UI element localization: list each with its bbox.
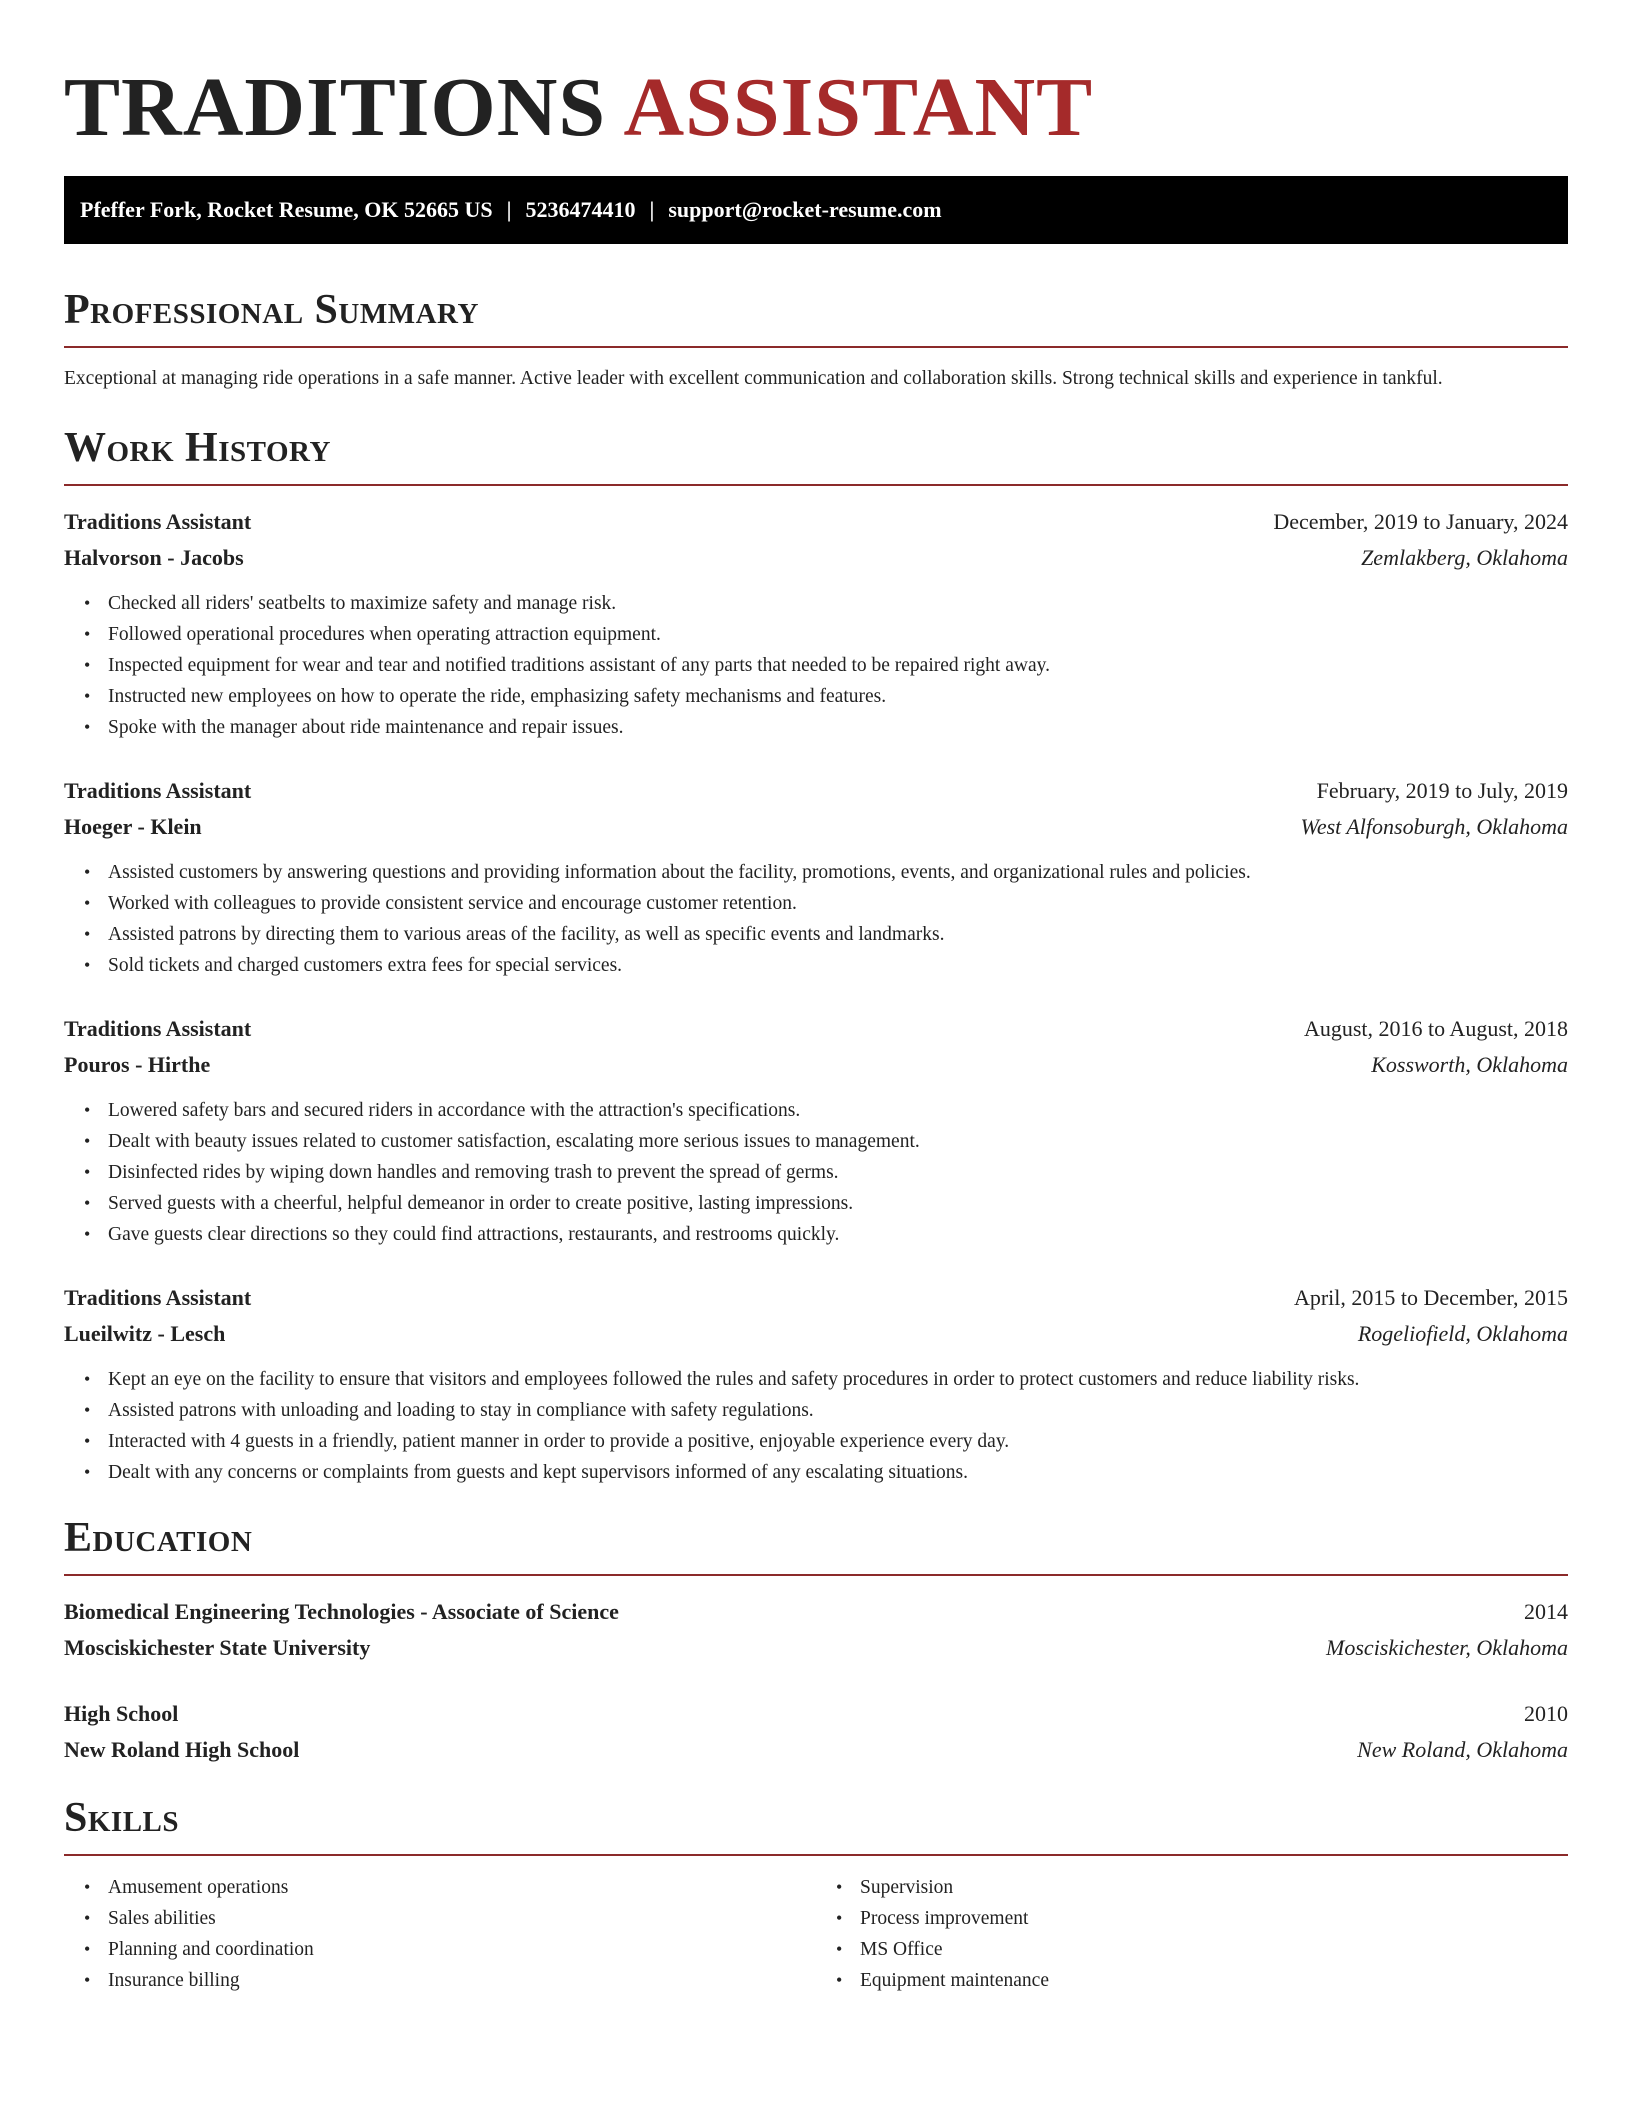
job-company: Pouros - Hirthe — [64, 1052, 211, 1077]
skill-item: • Sales abilities — [108, 1903, 816, 1934]
job-company: Hoeger - Klein — [64, 814, 202, 839]
skill-item: • Amusement operations — [108, 1872, 816, 1903]
summary-text: Exceptional at managing ride operations in a safe manner. Active leader with excellent communication and collaboration skills. Strong technical skills and experience in tankful. — [64, 368, 1443, 389]
skills-grid — [64, 1872, 1568, 1996]
skills-title: Skills — [64, 1794, 1568, 1856]
contact-address: Pfeffer Fork, Rocket Resume, OK 52665 US — [80, 197, 493, 222]
job-entry — [64, 773, 1568, 981]
job-entry — [64, 1011, 1568, 1250]
education-location: Mosciskichester, Oklahoma — [1326, 1635, 1568, 1660]
summary-section — [64, 286, 1568, 394]
skill-item: • Equipment maintenance — [860, 1965, 1568, 1996]
work-history-section — [64, 424, 1568, 1488]
contact-bar — [64, 176, 1568, 244]
name-first: TRADITIONS — [64, 61, 607, 154]
job-location: Rogeliofield, Oklahoma — [1357, 1321, 1568, 1346]
job-bullet: • Instructed new employees on how to operate the ride, emphasizing safety mechanisms and features. — [108, 681, 1568, 712]
job-role: Traditions Assistant — [64, 1016, 252, 1041]
job-bullets — [64, 1095, 1568, 1250]
job-dates: August, 2016 to August, 2018 — [1303, 1016, 1568, 1041]
education-degree: Biomedical Engineering Technologies - Associate of Science — [64, 1599, 619, 1624]
job-bullet: • Dealt with beauty issues related to customer satisfaction, escalating more serious issues to management. — [108, 1126, 1568, 1157]
job-bullet: • Followed operational procedures when operating attraction equipment. — [108, 619, 1568, 650]
job-bullet: • Dealt with any concerns or complaints from guests and kept supervisors informed of any escalating situations. — [108, 1457, 1568, 1488]
contact-separator: | — [506, 197, 512, 222]
education-title: Education — [64, 1514, 1568, 1576]
job-bullet: • Lowered safety bars and secured riders in accordance with the attraction's specifications. — [108, 1095, 1568, 1126]
job-bullet: • Worked with colleagues to provide consistent service and encourage customer retention. — [108, 888, 1568, 919]
job-bullet: • Interacted with 4 guests in a friendly, patient manner in order to provide a positive, enjoyable experience every day. — [108, 1426, 1568, 1457]
skill-item: • MS Office — [860, 1934, 1568, 1965]
resume-name — [64, 60, 1568, 156]
education-year: 2010 — [1524, 1701, 1568, 1726]
job-location: Kossworth, Oklahoma — [1371, 1052, 1568, 1077]
contact-separator: | — [649, 197, 655, 222]
job-dates: February, 2019 to July, 2019 — [1316, 778, 1568, 803]
education-entry — [64, 1594, 1568, 1666]
education-entry — [64, 1696, 1568, 1768]
job-role: Traditions Assistant — [64, 509, 252, 534]
name-last: ASSISTANT — [623, 61, 1094, 154]
job-company: Lueilwitz - Lesch — [64, 1321, 226, 1346]
job-location: West Alfonsoburgh, Oklahoma — [1300, 814, 1568, 839]
education-location: New Roland, Oklahoma — [1357, 1737, 1568, 1762]
job-entry — [64, 504, 1568, 743]
education-school: New Roland High School — [64, 1737, 300, 1762]
job-location: Zemlakberg, Oklahoma — [1361, 545, 1568, 570]
job-role: Traditions Assistant — [64, 778, 252, 803]
skills-section — [64, 1794, 1568, 1996]
job-bullet: • Assisted customers by answering questions and providing information about the facility, promotions, events, and organizational rules and policies. — [108, 857, 1568, 888]
summary-title: Professional Summary — [64, 286, 1568, 348]
job-dates: December, 2019 to January, 2024 — [1273, 509, 1568, 534]
education-degree: High School — [64, 1701, 179, 1726]
skill-item: • Process improvement — [860, 1903, 1568, 1934]
job-entry — [64, 1280, 1568, 1488]
skill-item: • Planning and coordination — [108, 1934, 816, 1965]
job-bullet: • Served guests with a cheerful, helpful demeanor in order to create positive, lasting impressions. — [108, 1188, 1568, 1219]
job-bullet: • Gave guests clear directions so they could find attractions, restaurants, and restrooms quickly. — [108, 1219, 1568, 1250]
job-role: Traditions Assistant — [64, 1285, 252, 1310]
education-section — [64, 1514, 1568, 1768]
job-bullets — [64, 857, 1568, 981]
skill-item: • Insurance billing — [108, 1965, 816, 1996]
job-dates: April, 2015 to December, 2015 — [1293, 1285, 1568, 1310]
job-bullets — [64, 588, 1568, 743]
job-bullet: • Checked all riders' seatbelts to maximize safety and manage risk. — [108, 588, 1568, 619]
job-bullet: • Inspected equipment for wear and tear and notified traditions assistant of any parts that needed to be repaired right away. — [108, 650, 1568, 681]
job-bullet: • Kept an eye on the facility to ensure that visitors and employees followed the rules and safety procedures in order to protect customers and reduce liability risks. — [108, 1364, 1568, 1395]
job-bullet: • Assisted patrons with unloading and loading to stay in compliance with safety regulations. — [108, 1395, 1568, 1426]
skills-column-left — [64, 1872, 816, 1996]
job-bullets — [64, 1364, 1568, 1488]
education-year: 2014 — [1524, 1599, 1568, 1624]
job-bullet: • Sold tickets and charged customers extra fees for special services. — [108, 950, 1568, 981]
contact-email: support@rocket-resume.com — [668, 197, 942, 222]
education-school: Mosciskichester State University — [64, 1635, 371, 1660]
contact-phone: 5236474410 — [525, 197, 636, 222]
job-bullet: • Spoke with the manager about ride maintenance and repair issues. — [108, 712, 1568, 743]
skills-column-right — [816, 1872, 1568, 1996]
job-bullet: • Disinfected rides by wiping down handles and removing trash to prevent the spread of germs. — [108, 1157, 1568, 1188]
job-company: Halvorson - Jacobs — [64, 545, 244, 570]
work-history-title: Work History — [64, 424, 1568, 486]
job-bullet: • Assisted patrons by directing them to various areas of the facility, as well as specific events and landmarks. — [108, 919, 1568, 950]
skill-item: • Supervision — [860, 1872, 1568, 1903]
